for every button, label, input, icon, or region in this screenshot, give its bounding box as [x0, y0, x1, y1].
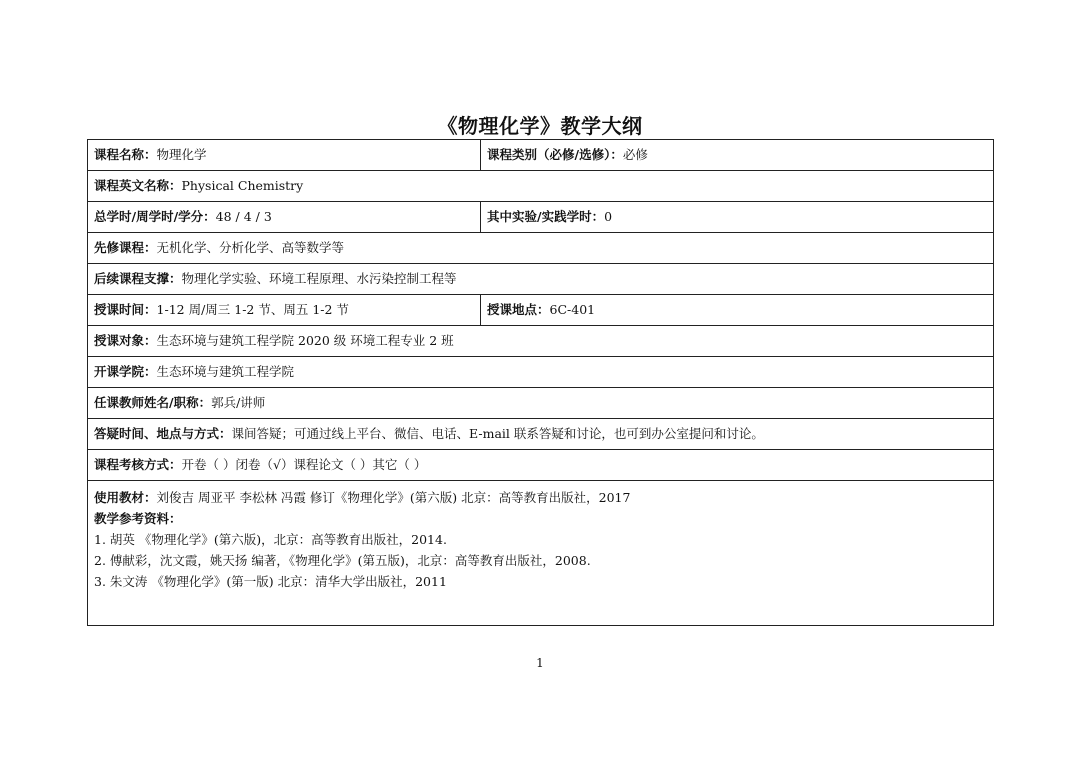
reference-item: 3. 朱文涛 《物理化学》(第一版) 北京：清华大学出版社，2011 [94, 574, 447, 589]
table-row [88, 233, 994, 264]
course-name-cell [88, 140, 481, 171]
time-value: 1-12 周/周三 1-2 节、周五 1-2 节 [156, 302, 349, 317]
lab-hours-value: 0 [604, 209, 613, 224]
assessment-cell [88, 450, 994, 481]
course-name-label: 课程名称： [94, 147, 157, 162]
followup-label: 后续课程支撑： [94, 271, 182, 286]
prerequisites-value: 无机化学、分析化学、高等数学等 [156, 240, 345, 255]
table-row [88, 202, 994, 233]
reference-item: 1. 胡英 《物理化学》(第六版)，北京：高等教育出版社，2014. [94, 532, 447, 547]
course-name-value: 物理化学 [156, 147, 207, 162]
textbook-label: 使用教材： [94, 490, 157, 505]
location-value: 6C-401 [549, 302, 596, 317]
followup-value: 物理化学实验、环境工程原理、水污染控制工程等 [181, 271, 457, 286]
table-row [88, 357, 994, 388]
course-type-label: 课程类别（必修/选修）： [487, 147, 623, 162]
location-cell [481, 295, 994, 326]
prerequisites-cell [88, 233, 994, 264]
college-label: 开课学院： [94, 364, 157, 379]
qa-value: 课间答疑；可通过线上平台、微信、电话、E-mail 联系答疑和讨论，也可到办公室提问和讨论。 [231, 426, 764, 441]
followup-cell [88, 264, 994, 295]
teacher-value: 郭兵/讲师 [211, 395, 266, 410]
course-type-value: 必修 [622, 147, 648, 162]
hours-label: 总学时/周学时/学分： [94, 209, 216, 224]
location-label: 授课地点： [487, 302, 550, 317]
syllabus-table [87, 139, 994, 626]
assessment-label: 课程考核方式： [94, 457, 182, 472]
teacher-label: 任课教师姓名/职称： [94, 395, 212, 410]
hours-value: 48 / 4 / 3 [215, 209, 272, 224]
teacher-cell [88, 388, 994, 419]
english-name-label: 课程英文名称： [94, 178, 182, 193]
table-row [88, 450, 994, 481]
references-label: 教学参考资料： [94, 511, 182, 526]
table-row [88, 481, 994, 626]
prerequisites-label: 先修课程： [94, 240, 157, 255]
table-row [88, 264, 994, 295]
time-cell [88, 295, 481, 326]
english-name-cell [88, 171, 994, 202]
table-row [88, 140, 994, 171]
audience-label: 授课对象： [94, 333, 157, 348]
textbook-line [94, 487, 993, 508]
audience-value: 生态环境与建筑工程学院 2020 级 环境工程专业 2 班 [156, 333, 454, 348]
table-row [88, 171, 994, 202]
qa-cell [88, 419, 994, 450]
page-number: 1 [536, 656, 544, 670]
course-type-cell [481, 140, 994, 171]
hours-cell [88, 202, 481, 233]
audience-cell [88, 326, 994, 357]
table-row [88, 419, 994, 450]
college-cell [88, 357, 994, 388]
qa-label: 答疑时间、地点与方式： [94, 426, 232, 441]
lab-hours-label: 其中实验/实践学时： [487, 209, 605, 224]
table-row [88, 326, 994, 357]
time-label: 授课时间： [94, 302, 157, 317]
reference-item: 2. 傅献彩，沈文霞，姚天扬 编著，《物理化学》(第五版)，北京：高等教育出版社，2008. [94, 553, 591, 568]
table-row [88, 388, 994, 419]
textbook-value: 刘俊吉 周亚平 李松林 冯霞 修订《物理化学》(第六版) 北京：高等教育出版社，2017 [156, 490, 631, 505]
materials-cell [88, 481, 994, 626]
lab-hours-cell [481, 202, 994, 233]
english-name-value: Physical Chemistry [181, 178, 304, 193]
page-title: 《物理化学》教学大纲 [437, 114, 643, 138]
table-row [88, 295, 994, 326]
assessment-value: 开卷（ ）闭卷（√）课程论文（ ）其它（ ） [181, 457, 427, 472]
college-value: 生态环境与建筑工程学院 [156, 364, 295, 379]
